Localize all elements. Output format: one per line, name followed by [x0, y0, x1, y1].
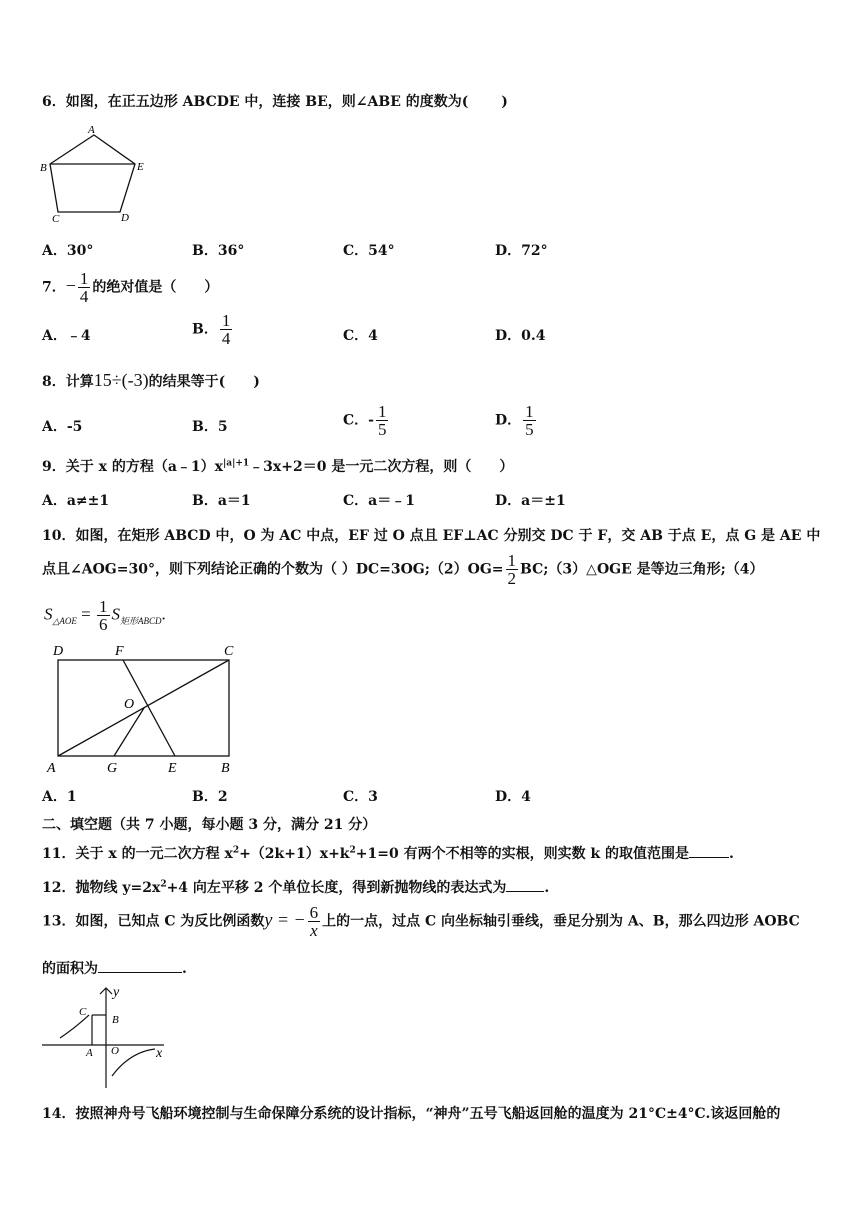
- label-c: C: [79, 1006, 87, 1018]
- q10-option-d[interactable]: D．4: [495, 789, 531, 805]
- q8-option-c[interactable]: C．- $\frac{1}{5}$: [343, 402, 387, 439]
- q6-option-c[interactable]: C．54°: [343, 243, 395, 259]
- label-a: A: [88, 124, 95, 136]
- q13-text: 13．如图，已知点 C 为反比例函数y = − $\frac{6}{x}$ 上的一点，过点 C 向坐标轴引垂线，垂足分别为 A、B，那么四边形 AOBC: [42, 903, 800, 940]
- q10-area-formula: $S_{\triangle AOE}$ = $\frac{1}{6}$ $S_{矩形ABCD}$.: [44, 597, 166, 634]
- label-c: C: [52, 213, 60, 222]
- q7-option-b[interactable]: B． $\frac{1}{4}$: [192, 311, 231, 348]
- q10-rectangle-figure: [44, 642, 244, 777]
- answer-blank[interactable]: [689, 845, 729, 858]
- label-d: D: [53, 644, 64, 659]
- q10-option-a[interactable]: A．1: [42, 789, 77, 805]
- label-a: A: [86, 1047, 93, 1059]
- label-y: y: [113, 985, 120, 1000]
- q6-option-b[interactable]: B．36°: [192, 243, 245, 259]
- q10-option-b[interactable]: B．2: [192, 789, 228, 805]
- label-f: F: [115, 644, 124, 659]
- q12-text: 12．抛物线 $y=2x^2+4$ 向左平移 2 个单位长度，得到新抛物线的表达式为 .: [42, 879, 550, 896]
- q6-option-d[interactable]: D．72°: [495, 243, 548, 259]
- label-c: C: [224, 644, 234, 659]
- q9-option-a[interactable]: A．a≠±1: [42, 493, 110, 509]
- label-e: E: [168, 761, 177, 776]
- q9-option-c[interactable]: C．a＝﹣1: [343, 493, 415, 509]
- q6-pentagon-figure: [38, 122, 148, 222]
- q8-option-a[interactable]: A．-5: [42, 419, 83, 435]
- q7-option-a[interactable]: A．﹣4: [42, 328, 91, 344]
- q13-graph-figure: [40, 985, 175, 1090]
- q6-option-a[interactable]: A．30°: [42, 243, 94, 259]
- q11-text: 11．关于 x 的一元二次方程 $x^2+(2k+1)x+k^2+1=0$ 有两个不相等的实根，则实数 k 的取值范围是 .: [42, 845, 734, 862]
- label-d: D: [121, 212, 129, 222]
- q9-option-b[interactable]: B．a＝1: [192, 493, 251, 509]
- q10-option-c[interactable]: C．3: [343, 789, 378, 805]
- label-b: B: [221, 761, 230, 776]
- section-heading: 二、填空题（共 7 小题，每小题 3 分，满分 21 分）: [42, 817, 377, 833]
- answer-blank[interactable]: [506, 879, 544, 892]
- label-o: O: [111, 1045, 119, 1057]
- label-b: B: [40, 162, 47, 174]
- q10-line1: 10．如图，在矩形 ABCD 中，O 为 AC 中点，EF 过 O 点且 EF⊥AC 分别交 DC 于 F，交 AB 于点 E，点 G 是 AE 中: [42, 528, 821, 544]
- q8-option-b[interactable]: B．5: [192, 419, 228, 435]
- label-o: O: [124, 697, 135, 712]
- label-g: G: [107, 761, 118, 776]
- label-x: x: [156, 1046, 163, 1061]
- q13-line2: 的面积为 .: [42, 961, 187, 977]
- q7-text: 7．− $\frac{1}{4}$ 的绝对值是（ ）: [42, 269, 219, 306]
- label-a: A: [47, 761, 56, 776]
- q9-option-d[interactable]: D．a＝±1: [495, 493, 566, 509]
- q6-text: 6．如图，在正五边形 ABCDE 中，连接 BE，则∠ABE 的度数为( ): [42, 94, 508, 110]
- q7-option-c[interactable]: C．4: [343, 328, 378, 344]
- q9-text: 9．关于 x 的方程$(a﹣1)x^{|a|+1}﹣3x+2=0$ 是一元二次方程，则（ ）: [42, 458, 514, 475]
- label-e: E: [137, 161, 144, 173]
- label-b: B: [112, 1014, 119, 1026]
- q14-text: 14．按照神舟号飞船环境控制与生命保障分系统的设计指标，“神舟”五号飞船返回舱的温度为 21°C±4°C.该返回舱的: [42, 1106, 781, 1122]
- q8-option-d[interactable]: D． $\frac{1}{5}$: [495, 402, 534, 439]
- q10-line2: 点且∠AOG=30°，则下列结论正确的个数为（ ）DC=3OG;（2）OG= $\frac{1}{2}$ BC;（3）△OGE 是等边三角形;（4）: [42, 551, 764, 588]
- q7-option-d[interactable]: D．0.4: [495, 328, 546, 344]
- q8-text: 8．计算15÷(-3)的结果等于( ): [42, 370, 260, 390]
- answer-blank[interactable]: [98, 960, 182, 973]
